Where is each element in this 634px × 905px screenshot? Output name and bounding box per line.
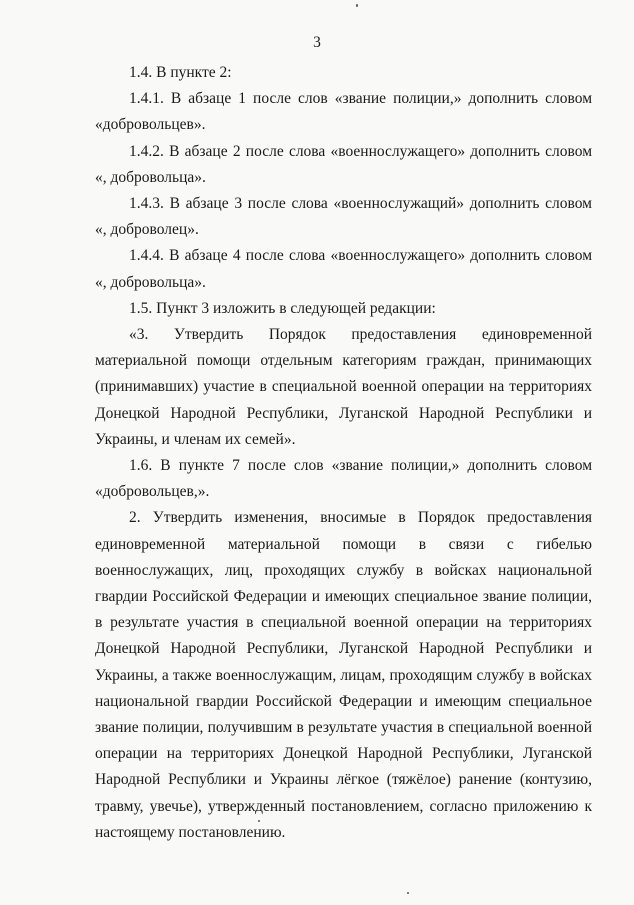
paragraph-1-5: 1.5. Пункт 3 изложить в следующей редакции:	[129, 299, 436, 317]
paragraph-1-6: 1.6. В пункте 7 после слов «звание полиции,» дополнить словом «добровольцев,».	[95, 457, 592, 501]
scan-speck	[407, 892, 409, 894]
scan-speck	[356, 4, 358, 7]
paragraph-1-4-3: 1.4.3. В абзаце 3 после слова «военнослужащий» дополнить словом «, доброволец».	[95, 195, 592, 239]
paragraph-1-4: 1.4. В пункте 2:	[129, 64, 232, 81]
paragraph-quoted-item-3: «3. Утвердить Порядок предоставления единовременной материальной помощи отдельным категориям граждан, принимающих (принимавших) участие в специальной военной операции на территориях Донецкой Народной Республики, Луганской Народной Республики и Украины, и членам их семей».	[95, 326, 592, 448]
scan-speck	[258, 820, 260, 822]
paragraph-1-4-1: 1.4.1. В абзаце 1 после слов «звание полиции,» дополнить словом «добровольцев».	[95, 90, 592, 134]
paragraph-1-4-2: 1.4.2. В абзаце 2 после слова «военнослужащего» дополнить словом «, добровольца».	[95, 142, 592, 186]
paragraph-2: 2. Утвердить изменения, вносимые в Порядок предоставления единовременной материальной помощи в связи с гибелью военнослужащих, лиц, проходящих службу в войсках национальной гвардии Российской Федерации и имеющих специальное звание полиции, в результате участия в специальной военной операции на территориях Донецкой Народной Республики, Луганской Народной Республики и Украины, а также военнослужащим, лицам, проходящим службу в войсках национальной гвардии Российской Федерации и имеющим специальное звание полиции, получившим в результате участия в специальной военной операции на территориях Донецкой Народной Республики, Луганской Народной Республики и Украины лёгкое (тяжёлое) ранение (контузию, травму, увечье), утвержденный постановлением, согласно приложению к настоящему постановлению.	[95, 509, 592, 841]
page-number: 3	[313, 34, 321, 51]
document-body	[95, 60, 592, 846]
paragraph-1-4-4: 1.4.4. В абзаце 4 после слова «военнослужащего» дополнить словом «, добровольца».	[95, 247, 592, 291]
